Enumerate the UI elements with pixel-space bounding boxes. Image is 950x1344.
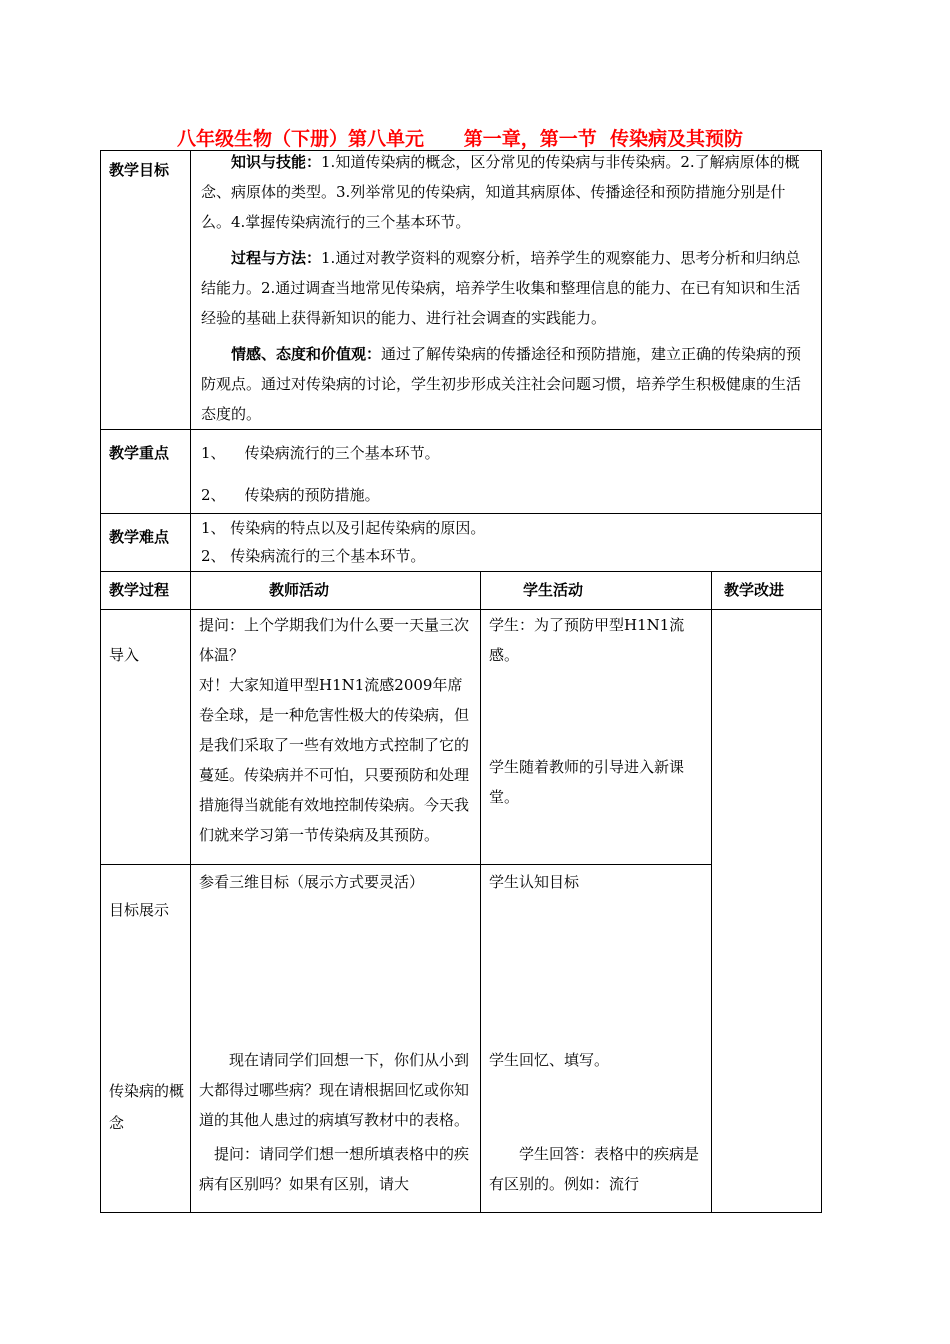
intro-student-answer: 学生：为了预防甲型H1N1流感。 — [489, 616, 685, 664]
goals-concept-labels — [101, 865, 191, 1213]
intro-student-follow: 学生随着教师的引导进入新课堂。 — [489, 758, 685, 806]
difficulties-content — [191, 514, 822, 572]
document-title: 八年级生物（下册）第八单元 第一章，第一节 传染病及其预防 — [177, 128, 743, 150]
objectives-row — [101, 151, 822, 430]
difficulty-2: 2、 传染病流行的三个基本环节。 — [201, 547, 426, 565]
objective-knowledge — [191, 147, 821, 237]
key-points-row — [101, 430, 822, 514]
objective-knowledge-head: 知识与技能： — [231, 153, 322, 171]
header-teacher: 教师活动 — [191, 572, 481, 610]
key-point-2: 2、 传染病的预防措施。 — [201, 486, 380, 504]
header-improvement: 教学改进 — [712, 572, 822, 610]
objective-attitude-head: 情感、态度和价值观： — [231, 345, 382, 363]
lesson-plan-table — [100, 150, 822, 1213]
key-points-content — [191, 430, 822, 514]
intro-label: 导入 — [101, 610, 191, 865]
header-process: 教学过程 — [101, 572, 191, 610]
intro-row — [101, 610, 822, 865]
intro-teacher-text: 提问：上个学期我们为什么要一天量三次体温？ 对！大家知道甲型H1N1流感2009年席卷全球，是一种危害性极大的传染病，但是我们采取了一些有效地方式控制了它的蔓延。传染病并不可怕，只要预防和处理措施得当就能有效地控制传染病。今天我们就来学习第一节传染病及其预防。 — [199, 616, 470, 844]
process-header-row — [101, 572, 822, 610]
objective-attitude — [191, 339, 821, 429]
goals-concept-teacher — [191, 865, 481, 1213]
improvement-column — [712, 610, 822, 1213]
objective-process — [191, 243, 821, 333]
concept-student-text-2: 学生回答：表格中的疾病是有区别的。例如：流行 — [489, 1145, 700, 1193]
concept-student-text-1: 学生回忆、填写。 — [489, 1051, 610, 1069]
key-point-1: 1、 传染病流行的三个基本环节。 — [201, 444, 440, 462]
difficulty-1: 1、 传染病的特点以及引起传染病的原因。 — [201, 519, 486, 537]
concept-teacher-text-1: 现在请同学们回想一下，你们从小到大都得过哪些病？现在请根据回忆或你知道的其他人患过的病填写教材中的表格。 — [199, 1051, 470, 1129]
intro-teacher — [191, 610, 481, 865]
objective-attitude-text: 通过了解传染病的传播途径和预防措施，建立正确的传染病的预防观点。通过对传染病的讨论，学生初步形成关注社会问题习惯，培养学生积极健康的生活态度的。 — [201, 345, 802, 423]
objective-process-head: 过程与方法： — [231, 249, 322, 267]
header-student: 学生活动 — [481, 572, 712, 610]
objectives-label: 教学目标 — [101, 151, 191, 430]
goals-label: 目标展示 — [109, 901, 170, 919]
objective-process-text: 1.通过对教学资料的观察分析，培养学生的观察能力、思考分析和归纳总结能力。2.通过调查当地常见传染病，培养学生收集和整理信息的能力、在已有知识和生活经验的基础上获得新知识的能力、进行社会调查的实践能力。 — [201, 249, 801, 327]
intro-student — [481, 610, 712, 865]
difficulties-row — [101, 514, 822, 572]
concept-teacher-text-2: 提问：请同学们想一想所填表格中的疾病有区别吗？如果有区别，请大 — [199, 1145, 470, 1193]
objective-knowledge-text: 1.知道传染病的概念，区分常见的传染病与非传染病。2.了解病原体的概念、病原体的类型。3.列举常见的传染病，知道其病原体、传播途径和预防措施分别是什么。4.掌握传染病流行的三个基本环节。 — [201, 153, 800, 231]
goals-concept-student — [481, 865, 712, 1213]
goals-teacher-text: 参看三维目标（展示方式要灵活） — [199, 873, 425, 891]
difficulties-label: 教学难点 — [101, 514, 191, 572]
objectives-content — [191, 151, 822, 430]
concept-label: 传染病的概念 — [109, 1082, 185, 1132]
key-points-label: 教学重点 — [101, 430, 191, 514]
goals-student-text: 学生认知目标 — [489, 873, 580, 891]
